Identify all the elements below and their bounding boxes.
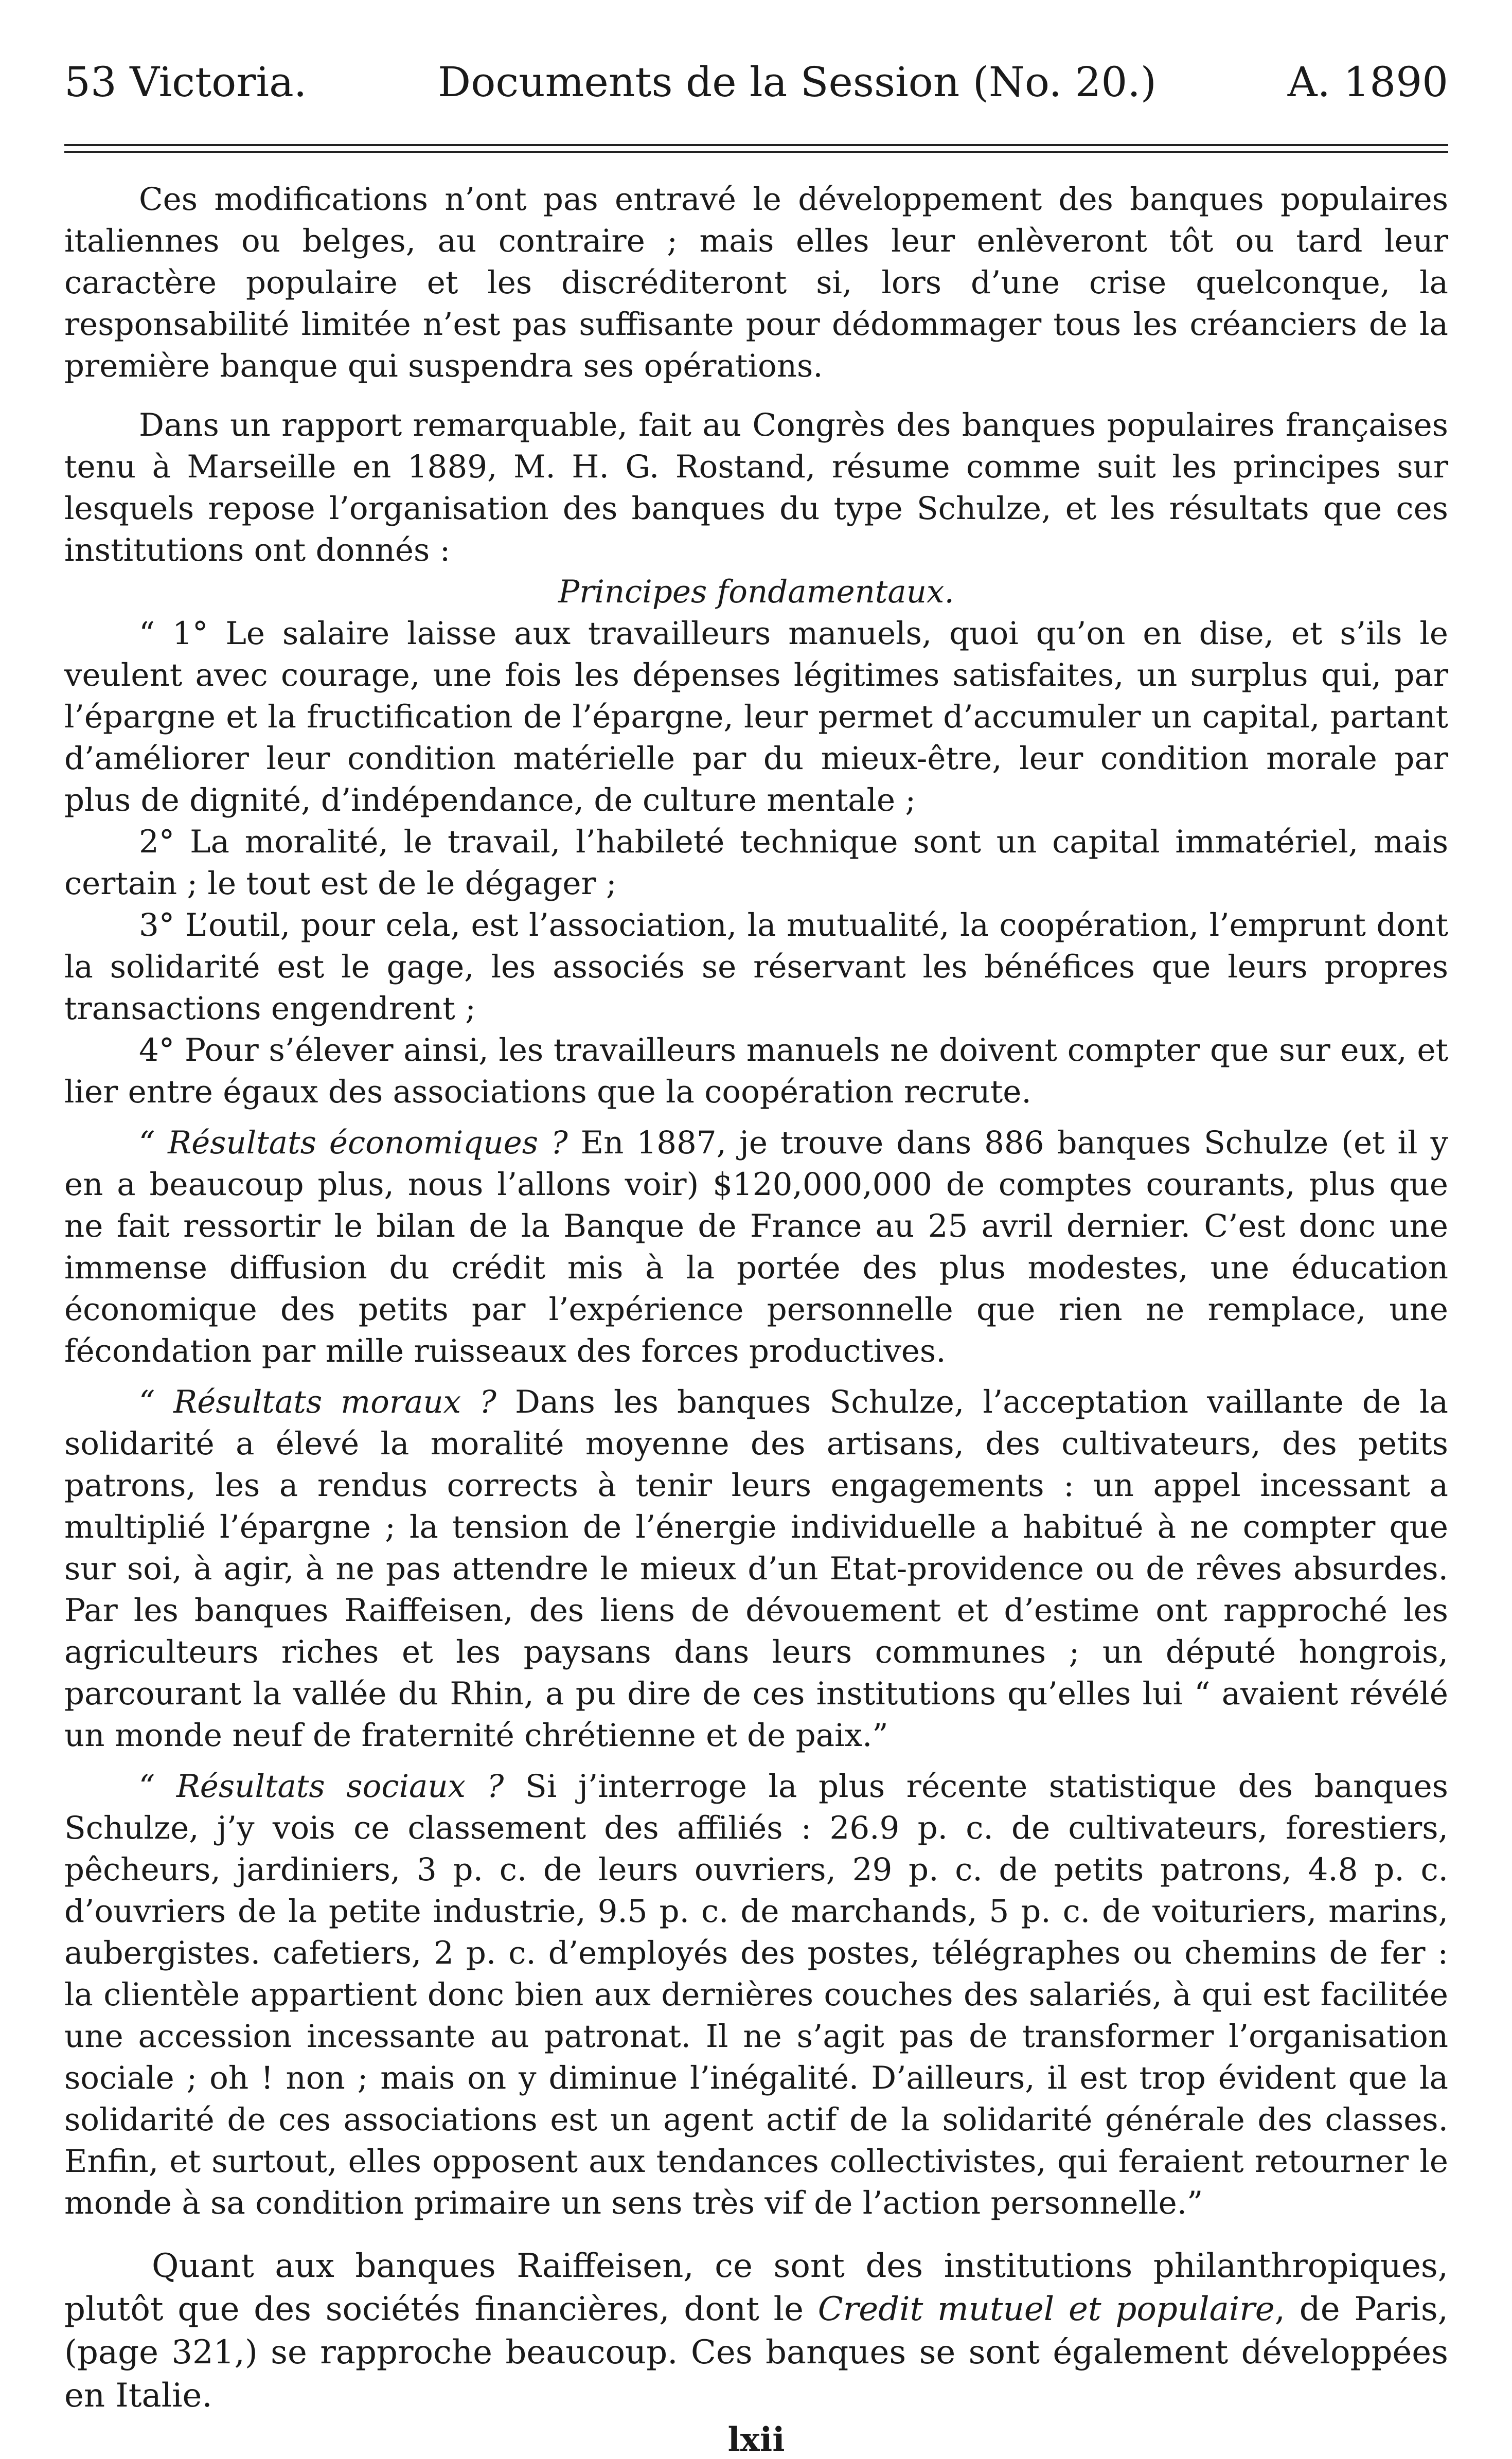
page-folio: lxii: [727, 2420, 785, 2459]
paragraph-rapport: Dans un rapport remarquable, fait au Congrès des banques populaires françaises tenu à Marseille en 1889, M. H. G. Rostand, résume comme suit les principes sur lesquels repose l’organisation des banques du type Schulze, et les résultats que ces institutions ont donnés :: [64, 407, 1448, 568]
header-title: Documents de la Session (No. 20.): [438, 58, 1157, 106]
section-heading: Principes fondamentaux.: [558, 574, 954, 610]
principle-item: 4° Pour s’élever ainsi, les travailleurs manuels ne doivent compter que sur eux, et lier entre égaux des associations que la coopération recrute.: [64, 1032, 1448, 1110]
paragraph-modifications: Ces modifications n’ont pas entravé le développement des banques populaires italiennes ou belges, au contraire ; mais elles leur enlèveront tôt ou tard leur caractère populaire et les discréditeront si, lors d’une crise quelconque, la responsabilité limitée n’est pas suffisante pour dédommager tous les créanciers de la première banque qui suspendra ses opérations.: [64, 181, 1448, 384]
principles-list: [64, 613, 1448, 1113]
document-page: [64, 57, 1448, 2459]
closing-emphasis: Credit mutuel et populaire: [817, 2290, 1275, 2328]
results-social: [64, 1766, 1448, 2224]
header-volume: 53 Victoria.: [64, 58, 307, 106]
header-rule-top: [64, 144, 1448, 146]
principle-item: “ 1° Le salaire laisse aux travailleurs manuels, quoi qu’on en dise, et s’ils le veulent avec courage, une fois les dépenses légitimes satisfaites, un surplus qui, par l’épargne et la fructification de l’épargne, leur permet d’accumuler un capital, partant d’améliorer leur condition matérielle par du mieux-être, leur condition morale par plus de dignité, d’indépendance, de culture mentale ;: [64, 615, 1448, 818]
running-header: [64, 57, 1448, 113]
results-moral: [64, 1381, 1448, 1756]
results-label: “ Résultats sociaux ?: [139, 1768, 504, 1805]
principle-item: 3° L’outil, pour cela, est l’association, la mutualité, la coopération, l’emprunt dont la solidarité est le gage, les associés se réservant les bénéfices que leurs propres transactions engendrent ;: [64, 907, 1448, 1027]
results-text: En 1887, je trouve dans 886 banques Schulze (et il y en a beaucoup plus, nous l’allons voir) $120,000,000 de comptes courants, plus que ne fait ressortir le bilan de la Banque de France au 25 avril dernier. C’est donc une immense diffusion du crédit mis à la portée des plus modestes, une éducation économique des petits par l’expérience personnelle que rien ne remplace, une fécondation par mille ruisseaux des forces productives.: [64, 1125, 1448, 1369]
body-text: [64, 179, 1448, 2224]
closing-paragraph: [64, 2244, 1448, 2417]
closing-paragraph-block: [64, 2244, 1448, 2417]
results-label: “ Résultats économiques ?: [139, 1125, 568, 1161]
closing-text-after: , de Paris, (page 321,) se rapproche beaucoup. Ces banques se sont également développées en Italie.: [64, 2290, 1449, 2415]
results-label: “ Résultats moraux ?: [139, 1384, 496, 1420]
results-economic: [64, 1122, 1448, 1372]
header-year: A. 1890: [1287, 58, 1448, 106]
header-rule-bottom: [64, 151, 1448, 153]
results-text: Dans les banques Schulze, l’acceptation vaillante de la solidarité a élevé la moralité moyenne des artisans, des cultivateurs, des petits patrons, les a rendus corrects à tenir leurs engagements : un appel incessant a multiplié l’épargne ; la tension de l’énergie individuelle a habitué à ne compter que sur soi, à agir, à ne pas attendre le mieux d’un Etat-providence ou de rêves absurdes. Par les banques Raiffeisen, des liens de dévouement et d’estime ont rapproché les agriculteurs riches et les paysans dans leurs communes ; un député hongrois, parcourant la vallée du Rhin, a pu dire de ces institutions qu’elles lui “ avaient révélé un monde neuf de fraternité chrétienne et de paix.”: [64, 1384, 1448, 1754]
closing-text-before: Quant aux banques Raiffeisen, ce sont des institutions philanthropiques, plutôt que des sociétés financières, dont le: [64, 2247, 1448, 2328]
principle-item: 2° La moralité, le travail, l’habileté technique sont un capital immatériel, mais certain ; le tout est de le dégager ;: [64, 824, 1448, 902]
results-text: Si j’interroge la plus récente statistique des banques Schulze, j’y vois ce classement des affiliés : 26.9 p. c. de cultivateurs, forestiers, pêcheurs, jardiniers, 3 p. c. de leurs ouvriers, 29 p. c. de petits patrons, 4.8 p. c. d’ouvriers de la petite industrie, 9.5 p. c. de marchands, 5 p. c. de voituriers, marins, aubergistes. cafetiers, 2 p. c. d’employés des postes, télégraphes ou chemins de fer : la clientèle appartient donc bien aux dernières couches des salariés, à qui est facilitée une accession incessante au patronat. Il ne s’agit pas de transformer l’organisation sociale ; oh ! non ; mais on y diminue l’inégalité. D’ailleurs, il est trop évident que la solidarité de ces associations est un agent actif de la solidarité générale des classes. Enfin, et surtout, elles opposent aux tendances collectivistes, qui feraient retourner le monde à sa condition primaire un sens très vif de l’action personnelle.”: [64, 1768, 1448, 2221]
